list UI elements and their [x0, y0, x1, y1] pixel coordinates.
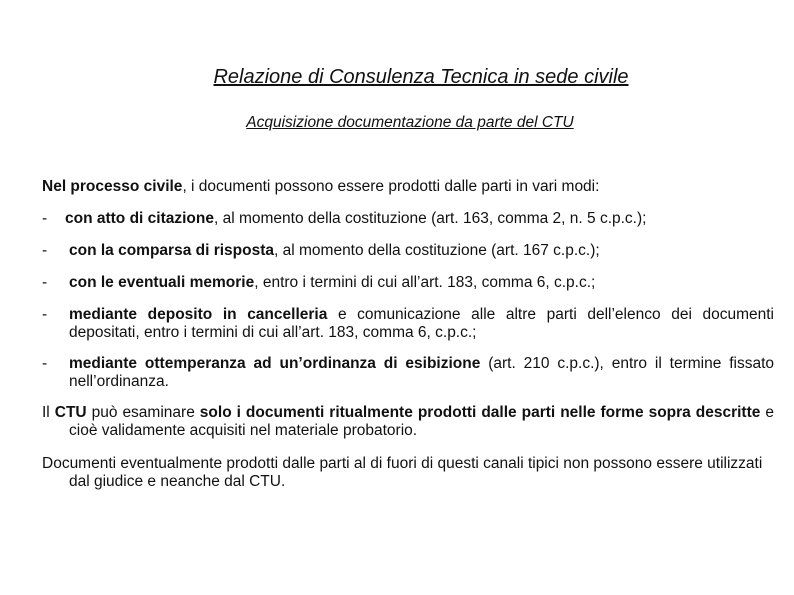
list-item-rest: e comunicazione alle altre parti dell’elenco dei documenti depositati, entro i termini di cui all’art. 183, comma 6, c.p.c.; [69, 306, 775, 341]
list-dash: - [42, 274, 48, 291]
list-item-rest: (art. 210 c.p.c.), entro il termine fissato nell’ordinanza. [69, 355, 774, 390]
ctu-pre: Il [42, 404, 55, 421]
closing-paragraph: Documenti eventualmente prodotti dalle parti al di fuori di questi canali tipici non possono essere utilizzati dal giudice e neanche dal CTU. [42, 455, 763, 490]
list-item-rest: , entro i termini di cui all’art. 183, comma 6, c.p.c.; [254, 274, 596, 291]
list-dash: - [42, 306, 48, 323]
list-item [42, 210, 774, 228]
list-item [42, 274, 774, 292]
list-item-rest: , al momento della costituzione (art. 167 c.p.c.); [274, 242, 600, 259]
list-item-bold: con atto di citazione [65, 210, 214, 227]
list-item-text [69, 274, 774, 292]
intro-paragraph [42, 178, 774, 196]
list-item-bold: mediante ottemperanza ad un’ordinanza di esibizione [69, 355, 481, 372]
ctu-label: CTU [54, 404, 87, 421]
slide-title: Relazione di Consulenza Tecnica in sede civile [213, 66, 629, 88]
list-item [42, 355, 774, 391]
list-item-text [69, 355, 774, 391]
intro-text: , i documenti possono essere prodotti dalle parti in vari modi: [182, 178, 600, 195]
list-dash: - [42, 242, 48, 259]
list-item-text [69, 306, 774, 342]
ctu-rest: e cioè validamente acquisiti nel materiale probatorio. [69, 404, 774, 439]
list-dash: - [42, 355, 48, 372]
list-item-text [65, 210, 774, 228]
list-dash: - [42, 210, 48, 227]
list-item [42, 242, 774, 260]
intro-bold: Nel processo civile [42, 178, 183, 195]
list-item-text [69, 242, 774, 260]
ctu-bold: solo i documenti ritualmente prodotti dalle parti nelle forme sopra descritte [199, 404, 761, 421]
list-item-bold: con le eventuali memorie [69, 274, 255, 291]
list-item-bold: mediante deposito in cancelleria [69, 306, 328, 323]
list-item-bold: con la comparsa di risposta [69, 242, 275, 259]
ctu-paragraph [42, 404, 774, 440]
slide-subtitle: Acquisizione documentazione da parte del CTU [246, 114, 574, 131]
list-item [42, 306, 774, 342]
list-item-rest: , al momento della costituzione (art. 163, comma 2, n. 5 c.p.c.); [213, 210, 647, 227]
ctu-mid: può esaminare [86, 404, 200, 421]
